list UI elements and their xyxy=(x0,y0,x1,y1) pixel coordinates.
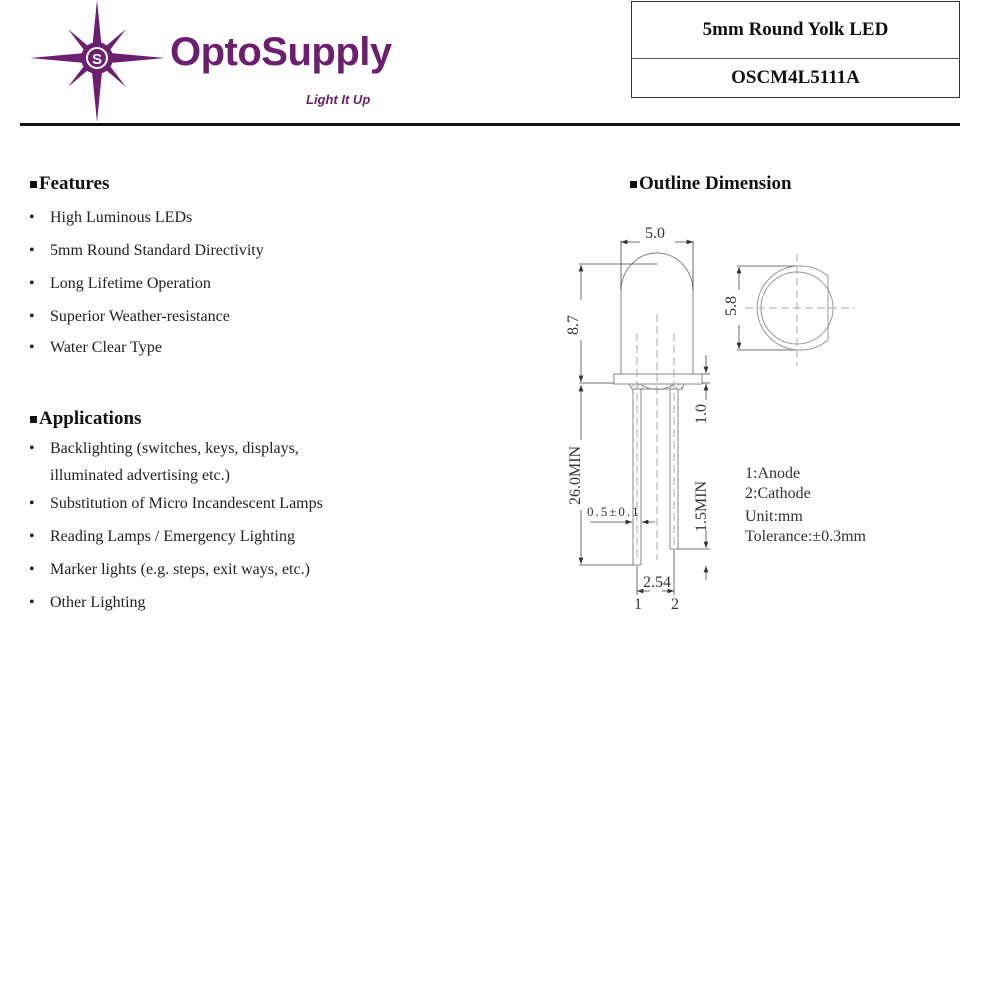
applications-title: Applications xyxy=(39,408,142,429)
application-item: • Backlighting (switches, keys, displays, xyxy=(29,440,299,457)
feature-item: • High Luminous LEDs xyxy=(29,209,193,226)
outline-title: Outline Dimension xyxy=(639,173,792,194)
dim-flange-thickness: 1.0 xyxy=(693,404,710,424)
pin-2: 2 xyxy=(671,596,679,613)
application-item-continuation: illuminated advertising etc.) xyxy=(50,467,230,484)
pin-1: 1 xyxy=(634,596,642,613)
applications-heading xyxy=(30,408,141,430)
legend-pin2: 2:Cathode xyxy=(745,485,811,502)
application-item: • Marker lights (e.g. steps, exit ways, etc.) xyxy=(29,561,310,578)
dim-flange: 5.8 xyxy=(723,296,740,316)
feature-item: • Long Lifetime Operation xyxy=(29,275,211,292)
part-number: OSCM4L5111A xyxy=(731,67,860,88)
title-box xyxy=(631,1,960,98)
outline-heading xyxy=(630,173,792,195)
svg-text:S: S xyxy=(91,51,103,68)
header-divider xyxy=(20,123,960,126)
square-bullet-icon xyxy=(630,181,637,188)
feature-item: • Superior Weather-resistance xyxy=(29,308,230,325)
features-title: Features xyxy=(39,173,110,194)
led-outline-drawing xyxy=(560,210,890,620)
dim-lead-diff: 1.5MIN xyxy=(693,480,710,532)
dim-lead-width: 0.5±0.1 xyxy=(587,504,641,519)
product-title: 5mm Round Yolk LED xyxy=(632,2,959,59)
company-tagline: Light It Up xyxy=(306,92,371,107)
feature-item: • Water Clear Type xyxy=(29,339,162,356)
dim-width: 5.0 xyxy=(645,225,665,242)
compass-star-s-icon xyxy=(30,0,165,122)
company-name: OptoSupply xyxy=(170,30,392,74)
dim-lead-length: 26.0MIN xyxy=(567,445,584,505)
square-bullet-icon xyxy=(30,416,37,423)
drawing-legend xyxy=(745,464,866,547)
legend-pin1: 1:Anode xyxy=(745,465,801,482)
features-heading xyxy=(30,173,109,195)
application-item: • Substitution of Micro Incandescent Lamps xyxy=(29,495,323,512)
dim-pitch: 2.54 xyxy=(643,574,671,591)
application-item: • Other Lighting xyxy=(29,594,146,611)
application-item: • Reading Lamps / Emergency Lighting xyxy=(29,528,295,545)
feature-item: • 5mm Round Standard Directivity xyxy=(29,242,264,259)
square-bullet-icon xyxy=(30,181,37,188)
legend-tolerance: Tolerance:±0.3mm xyxy=(745,528,866,545)
dim-height: 8.7 xyxy=(565,315,582,335)
legend-unit: Unit:mm xyxy=(745,508,803,525)
